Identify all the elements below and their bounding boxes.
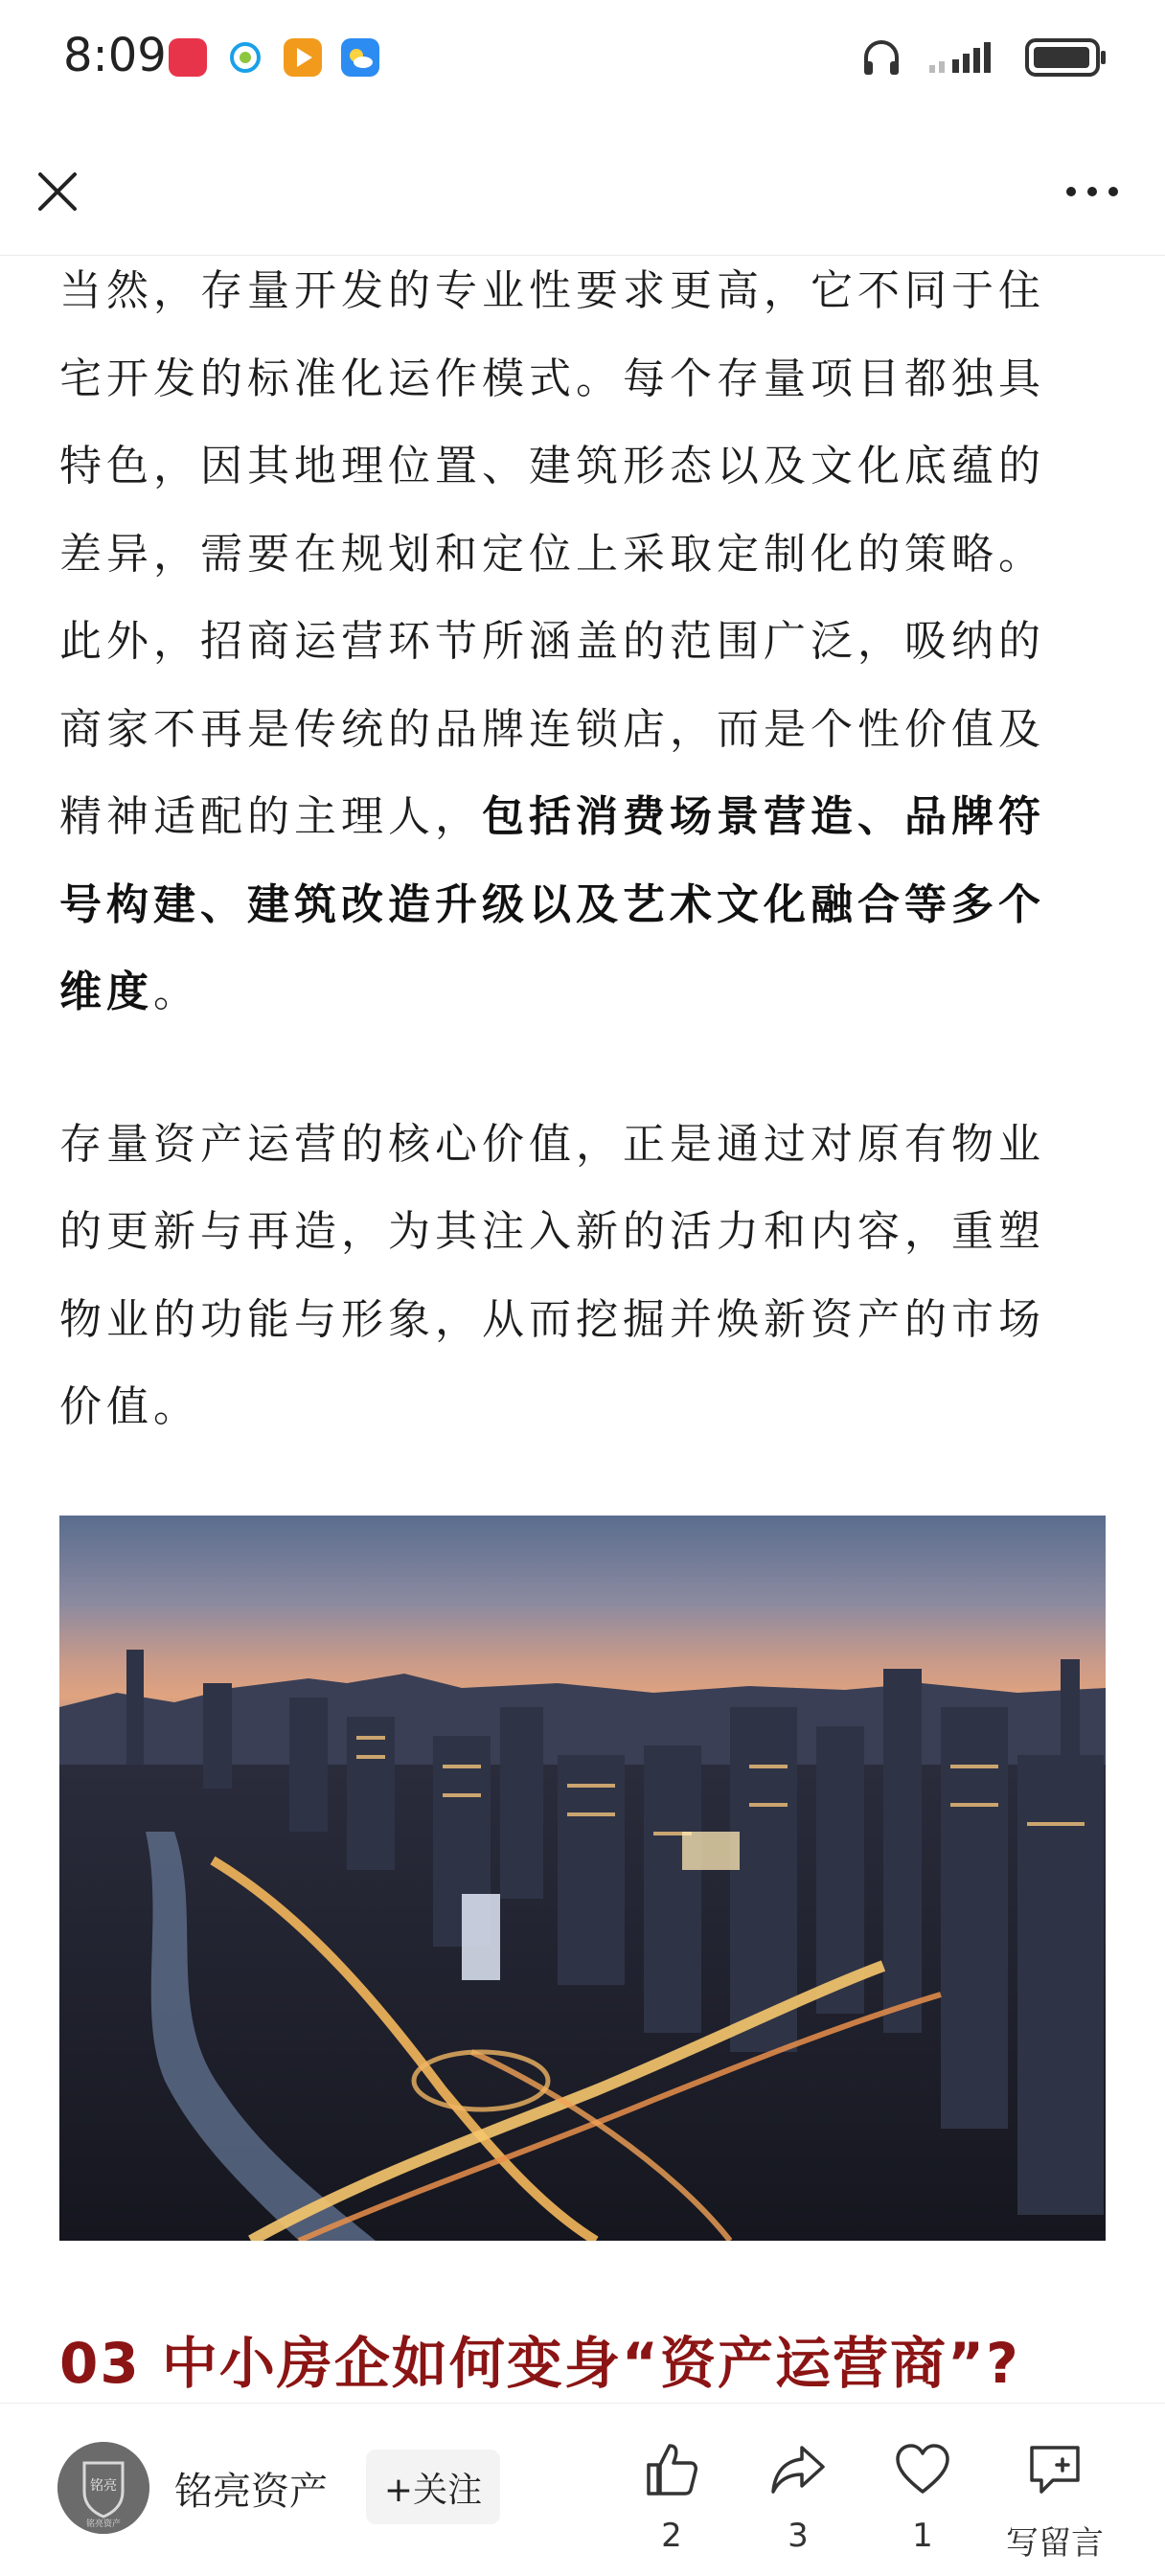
- bold-text: 维度: [59, 968, 153, 1016]
- paragraph-line: 商家不再是传统的品牌连锁店，而是个性价值及: [59, 704, 1045, 754]
- thumbs-up-icon: [641, 2438, 702, 2499]
- paragraph-line: [59, 948, 1106, 1037]
- bold-text: 号构建、建筑改造升级以及艺术文化融合等多个: [59, 879, 1045, 929]
- share-count: 3: [788, 2517, 809, 2555]
- account-avatar[interactable]: [57, 2442, 149, 2534]
- paragraph-line: 特色，因其地理位置、建筑形态以及文化底蕴的: [59, 442, 1045, 490]
- paragraph-line: 宅开发的标准化运作模式。每个存量项目都独具: [59, 353, 1045, 403]
- more-button[interactable]: [1054, 161, 1131, 222]
- status-app-icons: [169, 38, 379, 77]
- more-icon: [1063, 184, 1121, 199]
- paragraph-text: 精神适配的主理人，: [59, 792, 482, 841]
- favorite-button[interactable]: [870, 2438, 975, 2555]
- paragraph-line: 的更新与再造，为其注入新的活力和内容，重塑: [59, 1207, 1045, 1256]
- close-button[interactable]: [27, 161, 88, 222]
- huawei-app-icon: [169, 38, 207, 77]
- like-count: 2: [661, 2517, 682, 2555]
- paragraph-text: 。: [153, 968, 200, 1016]
- share-icon: [767, 2438, 829, 2499]
- paragraph-line: 差异，需要在规划和定位上采取定制化的策略。: [59, 529, 1045, 579]
- comment-button[interactable]: [993, 2438, 1117, 2564]
- share-button[interactable]: [745, 2438, 851, 2555]
- paragraph-line: 此外，招商运营环节所涵盖的范围广泛，吸纳的: [59, 617, 1045, 666]
- account-name[interactable]: 铭亮资产: [174, 2470, 328, 2514]
- paragraph-1: [59, 247, 1106, 1037]
- battery-icon: [1025, 36, 1108, 82]
- paragraph-line: [59, 861, 1106, 949]
- paragraph-line: 当然，存量开发的专业性要求更高，它不同于住: [59, 266, 1045, 315]
- svg-text:铭亮资产: 铭亮资产: [85, 2519, 122, 2529]
- comment-icon: [1024, 2438, 1085, 2499]
- top-bar: [0, 144, 1165, 256]
- paragraph-line: 价值。: [59, 1382, 200, 1431]
- section-title: 03 中小房企如何变身“资产运营商”?: [59, 2331, 1020, 2396]
- paragraph-line: 物业的功能与形象，从而挖掘并焕新资产的市场: [59, 1294, 1045, 1344]
- video-app-icon: [284, 38, 322, 77]
- close-icon: [34, 169, 80, 215]
- weather-app-icon: [341, 38, 379, 77]
- like-button[interactable]: [619, 2438, 724, 2555]
- follow-button[interactable]: +关注: [366, 2450, 500, 2524]
- paragraph-line: [59, 773, 1106, 861]
- status-time: 8:09: [63, 29, 167, 82]
- bold-text: 包括消费场景营造、品牌符: [482, 792, 1045, 841]
- signal-icon: [927, 38, 1000, 80]
- city-night-photo: [59, 1516, 1106, 2241]
- paragraph-line: 存量资产运营的核心价值，正是通过对原有物业: [59, 1119, 1045, 1169]
- comment-label: 写留言: [1006, 2524, 1104, 2563]
- headphones-icon: [860, 36, 902, 82]
- status-right: [860, 36, 1108, 82]
- status-bar: [0, 0, 1165, 115]
- bottom-action-bar: [0, 2403, 1165, 2576]
- china-mobile-app-icon: [226, 38, 264, 77]
- paragraph-2: [59, 1101, 1106, 1451]
- heart-icon: [892, 2438, 953, 2499]
- svg-text:铭亮: 铭亮: [90, 2478, 117, 2494]
- article-body: [59, 247, 1106, 1451]
- favorite-count: 1: [912, 2517, 933, 2555]
